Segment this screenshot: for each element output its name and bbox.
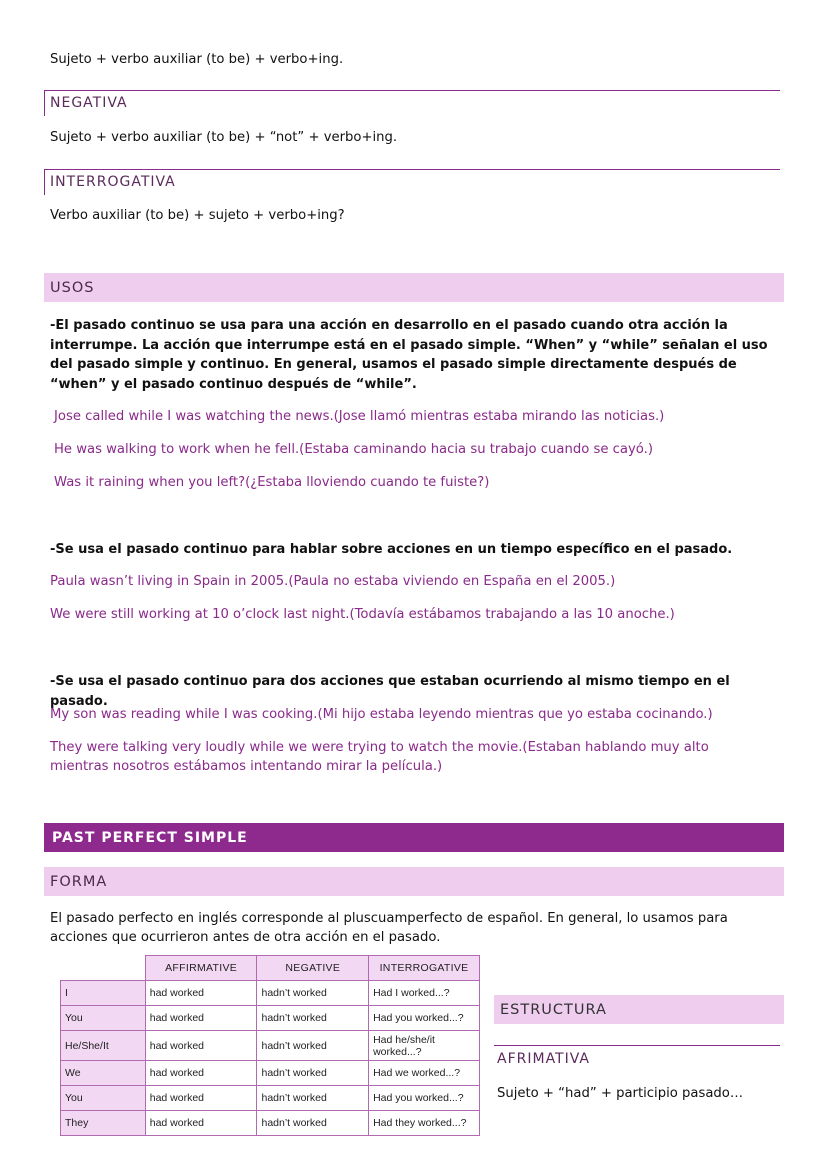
usos-rule-2: -Se usa el pasado continuo para hablar sobre acciones en un tiempo específico en el pasado. <box>50 542 733 557</box>
table-cell-interrogative: Had they worked...? <box>369 1111 480 1136</box>
table-cell-interrogative: Had I worked...? <box>369 981 480 1006</box>
table-row <box>61 1006 480 1031</box>
table-corner <box>61 956 146 981</box>
table-row <box>61 981 480 1006</box>
usos-rule2-example-1: Paula wasn’t living in Spain in 2005.(Paula no estaba viviendo en España en el 2005.) <box>50 574 616 589</box>
afirmativa-heading-rule <box>494 1045 780 1046</box>
forma-intro: El pasado perfecto en inglés corresponde al pluscuamperfecto de español. En general, lo usamos para acciones que ocurrieron antes de otra acción en el pasado. <box>50 911 728 945</box>
table-cell-interrogative: Had you worked...? <box>369 1086 480 1111</box>
usos-rule2-example-2: We were still working at 10 o’clock last night.(Todavía estábamos trabajando a las 10 anoche.) <box>50 607 675 622</box>
usos-rule3-example-2: They were talking very loudly while we were trying to watch the movie.(Estaban hablando muy alto mientras nosotros estábamos intentando mirar la película.) <box>50 740 709 774</box>
table-cell-negative: hadn’t worked <box>257 1086 369 1111</box>
table-cell-pronoun: You <box>61 1006 146 1031</box>
negativa-heading-rule <box>44 90 780 91</box>
table-cell-negative: hadn’t worked <box>257 1061 369 1086</box>
past-perfect-table <box>60 955 480 1136</box>
negativa-heading: NEGATIVA <box>50 95 128 111</box>
negativa-structure: Sujeto + verbo auxiliar (to be) + “not” + verbo+ing. <box>50 130 398 145</box>
affirmative-structure: Sujeto + verbo auxiliar (to be) + verbo+ing. <box>50 52 344 67</box>
table-header-affirmative: AFFIRMATIVE <box>145 956 257 981</box>
usos-rule1-example-2: He was walking to work when he fell.(Estaba caminando hacia su trabajo cuando se cayó.) <box>54 442 653 457</box>
table-cell-negative: hadn’t worked <box>257 981 369 1006</box>
table-cell-interrogative: Had he/she/it worked...? <box>369 1031 480 1061</box>
table-row <box>61 1086 480 1111</box>
table-row <box>61 1031 480 1061</box>
usos-rule-3: -Se usa el pasado continuo para dos acciones que estaban ocurriendo al mismo tiempo en el pasado. <box>50 674 730 709</box>
usos-heading: USOS <box>44 273 784 302</box>
table-cell-affirmative: had worked <box>145 1006 257 1031</box>
afirmativa-heading: AFRIMATIVA <box>497 1051 590 1067</box>
table-row <box>61 1061 480 1086</box>
usos-rule-1: -El pasado continuo se usa para una acción en desarrollo en el pasado cuando otra acción la interrumpe. La acción que interrumpe está en el pasado simple. “When” y “while” señalan el uso del pasado simple y continuo. En general, usamos el pasado simple directamente después de “when” y el pasado continuo después de “while”. <box>50 318 768 392</box>
estructura-heading: ESTRUCTURA <box>494 995 784 1024</box>
afirmativa-structure: Sujeto + “had” + participio pasado… <box>497 1086 744 1101</box>
table-cell-pronoun: They <box>61 1111 146 1136</box>
table-cell-negative: hadn’t worked <box>257 1031 369 1061</box>
table-header-negative: NEGATIVE <box>257 956 369 981</box>
table-cell-affirmative: had worked <box>145 1086 257 1111</box>
interrogativa-heading-bar <box>44 169 45 195</box>
table-cell-negative: hadn’t worked <box>257 1111 369 1136</box>
table-cell-pronoun: We <box>61 1061 146 1086</box>
table-cell-affirmative: had worked <box>145 1111 257 1136</box>
interrogativa-heading-rule <box>44 169 780 170</box>
table-cell-affirmative: had worked <box>145 981 257 1006</box>
interrogativa-heading: INTERROGATIVA <box>50 174 176 190</box>
past-perfect-heading: PAST PERFECT SIMPLE <box>44 823 784 852</box>
table-cell-interrogative: Had we worked...? <box>369 1061 480 1086</box>
table-cell-negative: hadn’t worked <box>257 1006 369 1031</box>
table-cell-pronoun: He/She/It <box>61 1031 146 1061</box>
table-cell-affirmative: had worked <box>145 1031 257 1061</box>
table-header-row <box>61 956 480 981</box>
usos-rule1-example-3: Was it raining when you left?(¿Estaba lloviendo cuando te fuiste?) <box>54 475 490 490</box>
usos-rule3-example-1: My son was reading while I was cooking.(Mi hijo estaba leyendo mientras que yo estaba cocinando.) <box>50 707 713 722</box>
table-cell-pronoun: You <box>61 1086 146 1111</box>
table-cell-interrogative: Had you worked...? <box>369 1006 480 1031</box>
table-header-interrogative: INTERROGATIVE <box>369 956 480 981</box>
interrogativa-structure: Verbo auxiliar (to be) + sujeto + verbo+ing? <box>50 208 345 223</box>
negativa-heading-bar <box>44 90 45 116</box>
table-cell-affirmative: had worked <box>145 1061 257 1086</box>
usos-rule1-example-1: Jose called while I was watching the news.(Jose llamó mientras estaba mirando las noticias.) <box>54 409 665 424</box>
forma-heading: FORMA <box>44 867 784 896</box>
table-row <box>61 1111 480 1136</box>
table-cell-pronoun: I <box>61 981 146 1006</box>
